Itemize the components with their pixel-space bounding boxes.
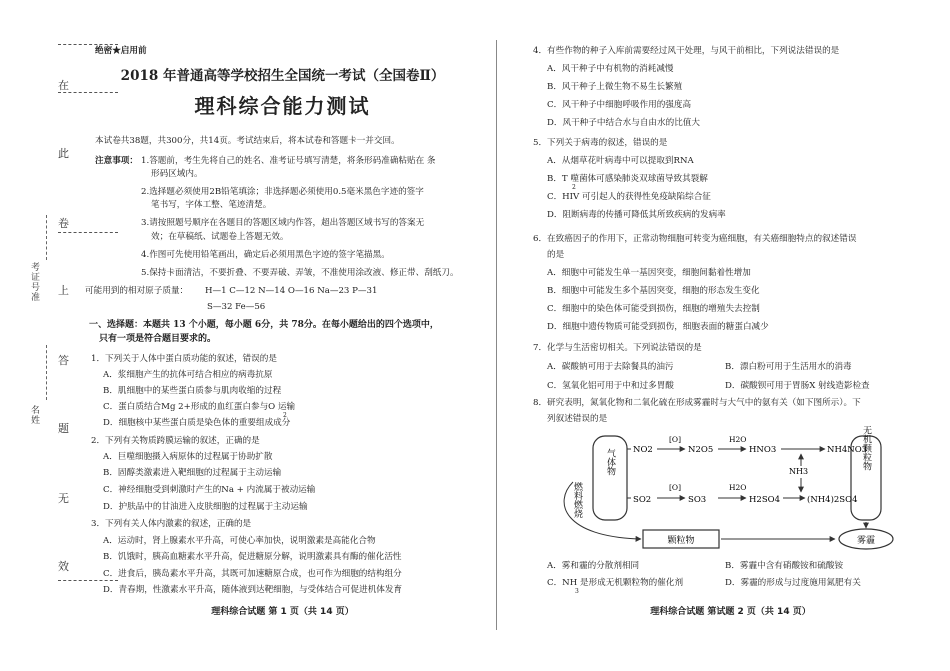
option: A．运动时，肾上腺素水平升高，可使心率加快，说明激素是高能化合物 bbox=[103, 536, 376, 546]
notice-item: 4.作图可先使用铅笔画出，确定后必须用黑色字迹的签字笔描黑。 bbox=[141, 250, 390, 260]
reagent-label: [O] bbox=[669, 435, 682, 444]
subscript: 2 bbox=[283, 412, 287, 419]
particles-box bbox=[643, 530, 719, 548]
option: A．细胞中可能发生单一基因突变，细胞间黏着性增加 bbox=[547, 268, 751, 278]
page-footer: 理科综合试题 第 1 页（共 14 页） bbox=[211, 607, 354, 617]
haze-formation-diagram bbox=[533, 422, 928, 557]
question-stem: 列叙述错误的是 bbox=[547, 414, 608, 424]
option: C．HIV 可引起人的获得性免疫缺陷综合征 bbox=[547, 192, 711, 202]
atomic-mass-label: 可能用到的相对原子质量： bbox=[85, 286, 189, 296]
option: D．细胞核中某些蛋白质是染色体的重要组成成分 bbox=[103, 418, 291, 428]
question-stem: 7．化学与生活密切相关。下列说法错误的是 bbox=[533, 343, 702, 353]
notice-label: 注意事项： bbox=[95, 156, 138, 166]
option: A．巨噬细胞摄入病原体的过程属于协助扩散 bbox=[103, 452, 273, 462]
option: A．碳酸钠可用于去除餐具的油污 bbox=[547, 362, 674, 372]
notice-item: 1.答题前，考生先将自己的姓名、准考证号填写清楚，将条形码准确粘贴在 条 bbox=[141, 156, 436, 166]
option: B．饥饿时，胰高血糖素水平升高，促进糖原分解，说明激素具有酶的催化活性 bbox=[103, 552, 402, 562]
page-1 bbox=[85, 0, 480, 671]
formula: HNO3 bbox=[749, 445, 777, 455]
page-2 bbox=[533, 0, 928, 671]
exam-title: 2018 年普通高等学校招生全国统一考试（全国卷Ⅱ） bbox=[120, 68, 445, 84]
exam-number-label: 考证号准 bbox=[29, 262, 39, 302]
option: C．蛋白质结合Mg 2+形成的血红蛋白参与O 运输 bbox=[103, 402, 296, 412]
subscript: 2 bbox=[572, 184, 576, 191]
question-stem: 4．有些作物的种子入库前需要经过风干处理，与风干前相比，下列说法错误的是 bbox=[533, 46, 840, 56]
formula: SO3 bbox=[688, 495, 707, 505]
reagent-label: H2O bbox=[729, 435, 747, 444]
formula: NH3 bbox=[789, 467, 809, 476]
option: B．风干种子上微生物不易生长繁殖 bbox=[547, 82, 683, 92]
name-label: 名姓 bbox=[29, 405, 39, 425]
gutter-char: 此 bbox=[58, 147, 69, 160]
section-heading: 一、选择题：本题共 13 个小题，每小题 6分，共 78分。在每小题给出的四个选项中， bbox=[89, 320, 439, 330]
option: B．细胞中可能发生多个基因突变，细胞的形态发生变化 bbox=[547, 286, 760, 296]
option: B．肌细胞中的某些蛋白质参与肌肉收缩的过程 bbox=[103, 386, 282, 396]
secret-label: 绝密★启用前 bbox=[95, 46, 147, 56]
option: D．碳酸钡可用于胃肠X 射线造影检查 bbox=[725, 381, 870, 391]
option: A．风干种子中有机物的消耗减慢 bbox=[547, 64, 674, 74]
option: B．T 噬菌体可感染肺炎双球菌导致其裂解 bbox=[547, 174, 708, 184]
reagent-label: [O] bbox=[669, 483, 682, 492]
gas-label: 气体物 bbox=[605, 448, 615, 476]
option: C．细胞中的染色体可能受到损伤，细胞的增殖失去控制 bbox=[547, 304, 760, 314]
option: C．神经细胞受到刺激时产生的Na + 内流属于被动运输 bbox=[103, 485, 316, 495]
question-stem: 1．下列关于人体中蛋白质功能的叙述，错误的是 bbox=[91, 354, 277, 364]
gutter-char: 在 bbox=[58, 79, 69, 92]
notice-item: 2.选择题必须使用2B铅笔填涂；非选择题必须使用0.5毫米黑色字迹的签字 bbox=[141, 187, 424, 197]
haze-label: 雾霾 bbox=[856, 536, 876, 546]
formula: NO2 bbox=[633, 445, 653, 455]
option: B．固醇类激素进入靶细胞的过程属于主动运输 bbox=[103, 468, 282, 478]
option: B．漂白粉可用于生活用水的消毒 bbox=[725, 362, 852, 372]
reagent-label: H2O bbox=[729, 483, 747, 492]
option: D．护肤品中的甘油进入皮肤细胞的过程属于主动运输 bbox=[103, 502, 308, 512]
option: A．从烟草花叶病毒中可以提取到RNA bbox=[547, 156, 694, 166]
notice-item: 笔书写，字体工整、笔迹清楚。 bbox=[151, 200, 272, 210]
gutter-char: 上 bbox=[58, 284, 69, 297]
gas-container bbox=[593, 436, 627, 520]
column-divider bbox=[496, 40, 497, 630]
atomic-mass-list: S—32 Fe—56 bbox=[207, 302, 266, 312]
gutter-char: 题 bbox=[58, 422, 69, 435]
gutter-char: 无 bbox=[58, 492, 69, 505]
page-footer: 理科综合试题 第试题 2 页（共 14 页） bbox=[650, 607, 811, 617]
atomic-mass-list: H—1 C—12 N—14 O—16 Na—23 P—31 bbox=[205, 286, 378, 296]
option: C．NH 是形成无机颗粒物的催化剂 bbox=[547, 578, 684, 588]
question-stem: 6．在致癌因子的作用下，正常动物细胞可转变为癌细胞，有关癌细胞特点的叙述错误 bbox=[533, 234, 857, 244]
question-stem: 2．下列有关物质跨膜运输的叙述，正确的是 bbox=[91, 436, 260, 446]
inorganic-label: 无机颗粒物 bbox=[861, 425, 871, 471]
subscript: 3 bbox=[575, 588, 579, 595]
option: D．雾霾的形成与过度施用氮肥有关 bbox=[725, 578, 861, 588]
notice-item: 形码区域内。 bbox=[151, 169, 203, 179]
gutter-char: 效 bbox=[58, 560, 69, 573]
question-stem: 8．研究表明，氮氧化物和二氧化硫在形成雾霾时与大气中的氨有关（如下图所示）。下 bbox=[533, 398, 861, 408]
gutter-char: 答 bbox=[58, 354, 69, 367]
option: C．进食后，胰岛素水平升高，其既可加速糖原合成，也可作为细胞的结构组分 bbox=[103, 569, 402, 579]
question-stem: 3．下列有关人体内激素的叙述，正确的是 bbox=[91, 519, 252, 529]
option: D．风干种子中结合水与自由水的比值大 bbox=[547, 118, 700, 128]
main-title: 理科综合能力测试 bbox=[194, 94, 371, 118]
name-field-line bbox=[46, 345, 47, 400]
option: C．氢氧化铝可用于中和过多胃酸 bbox=[547, 381, 674, 391]
formula: SO2 bbox=[633, 495, 652, 505]
option: C．风干种子中细胞呼吸作用的强度高 bbox=[547, 100, 692, 110]
formula: NH4NO3 bbox=[827, 445, 868, 455]
question-stem: 的是 bbox=[547, 250, 565, 260]
exam-number-field-line bbox=[46, 215, 47, 260]
section-heading: 只有一项是符合题目要求的。 bbox=[99, 334, 217, 344]
option: B．雾霾中含有硝酸铵和硫酸铵 bbox=[725, 561, 844, 571]
notice-item: 3.请按照题号顺序在各题目的答题区域内作答，超出答题区域书写的答案无 bbox=[141, 218, 425, 228]
gutter-char: 卷 bbox=[58, 217, 69, 230]
formula: (NH4)2SO4 bbox=[807, 495, 858, 505]
option: A．雾和霾的分散剂相同 bbox=[547, 561, 640, 571]
inorganic-container bbox=[851, 425, 881, 520]
notice-item: 5.保持卡面清洁，不要折叠、不要弄破、弄皱，不准使用涂改液、修正带、刮纸刀。 bbox=[141, 268, 459, 278]
option: D．阻断病毒的传播可降低其所致疾病的发病率 bbox=[547, 210, 726, 220]
option: D．青春期，性激素水平升高，随体液到达靶细胞，与受体结合可促进机体发育 bbox=[103, 585, 403, 595]
intro-text: 本试卷共38题，共300分，共14页。考试结束后，将本试卷和答题卡一并交回。 bbox=[95, 136, 400, 146]
option: A．浆细胞产生的抗体可结合相应的病毒抗原 bbox=[103, 370, 273, 380]
question-stem: 5．下列关于病毒的叙述，错误的是 bbox=[533, 138, 668, 148]
notice-item: 效；在草稿纸、试题卷上答题无效。 bbox=[151, 232, 289, 242]
formula: H2SO4 bbox=[749, 495, 781, 505]
option: D．细胞中遗传物质可能受到损伤，细胞表面的糖蛋白减少 bbox=[547, 322, 769, 332]
binding-gutter bbox=[0, 0, 78, 671]
haze-node bbox=[839, 529, 893, 549]
particles-label: 颗粒物 bbox=[667, 536, 695, 546]
formula: N2O5 bbox=[688, 445, 714, 455]
fuel-label: 燃料燃烧 bbox=[572, 482, 582, 518]
